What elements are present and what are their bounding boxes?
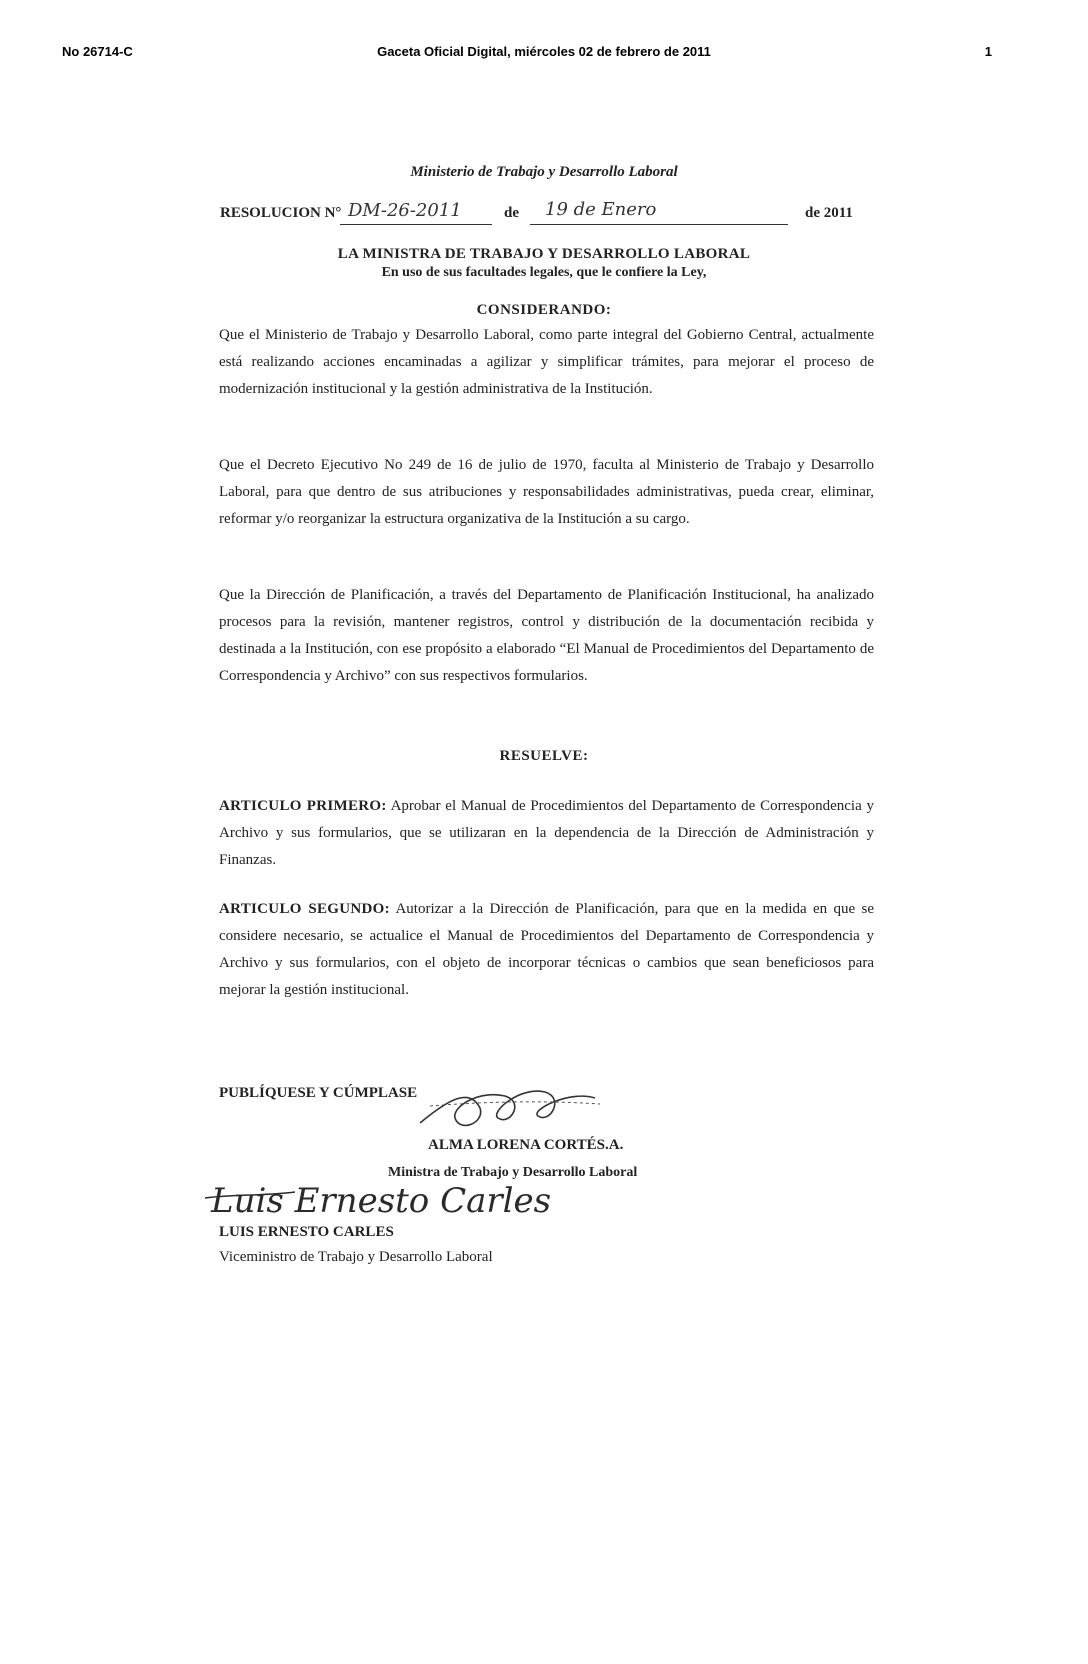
signoff-text: PUBLÍQUESE Y CÚMPLASE <box>219 1085 418 1101</box>
resolution-number: DM-26-2011 <box>348 200 462 221</box>
vice-signature-text: Luis Ernesto Carles <box>211 1181 552 1221</box>
authority-block <box>0 246 1088 281</box>
gazette-number: No 26714-C <box>62 44 133 59</box>
gazette-header <box>0 44 1088 68</box>
considerando-paragraph-3: Que la Dirección de Planificación, a través del Departamento de Planificación Institucional, ha analizado procesos para la revisión, mantener registros, control y distribución de la documentación recibida y destinada a la Institución, con ese propósito a elaborado “El Manual de Procedimientos del Departamento de Correspondencia y Archivo” con sus respectivos formularios. <box>219 587 874 684</box>
article-primero-text: Aprobar el Manual de Procedimientos del Departamento de Correspondencia y Archivo y sus formularios, que se utilizaran en la dependencia de la Dirección de Administración y Finanzas. <box>219 798 874 868</box>
vice-minister-title: Viceministro de Trabajo y Desarrollo Laboral <box>219 1249 493 1265</box>
resolution-prefix: RESOLUCION N° <box>220 205 342 221</box>
article-segundo-text: Autorizar a la Dirección de Planificación, para que en la medida en que se considere necesario, se actualice el Manual de Procedimientos del Departamento de Correspondencia y Archivo y sus formularios, con el objeto de incorporar técnicas o cambios que sean beneficiosos para mejorar la gestión institucional. <box>219 901 874 998</box>
resolution-date-line <box>530 224 788 225</box>
resolution-number-line <box>340 224 492 225</box>
resolution-date: 19 de Enero <box>545 199 657 220</box>
article-segundo <box>219 896 874 1004</box>
gazette-title: Gaceta Oficial Digital, miércoles 02 de febrero de 2011 <box>377 44 711 59</box>
resolution-year: de 2011 <box>805 205 853 221</box>
vice-signature-image <box>205 1172 552 1230</box>
minister-signature <box>410 1078 610 1140</box>
minister-name: ALMA LORENA CORTÉS.A. <box>428 1137 624 1153</box>
minister-title: Ministra de Trabajo y Desarrollo Laboral <box>388 1165 638 1180</box>
page-number: 1 <box>984 44 992 59</box>
article-primero <box>219 793 874 874</box>
considerando-paragraph-2: Que el Decreto Ejecutivo No 249 de 16 de julio de 1970, faculta al Ministerio de Trabajo y Desarrollo Laboral, para que dentro de sus atribuciones y responsabilidades administrativas, pueda crear, eliminar, reformar y/o reorganizar la estructura organizativa de la Institución a su cargo. <box>219 457 874 527</box>
resolution-de: de <box>504 205 519 221</box>
authority-title: LA MINISTRA DE TRABAJO Y DESARROLLO LABORAL <box>337 246 751 262</box>
resuelve-heading: RESUELVE: <box>499 748 589 764</box>
vice-minister-name: LUIS ERNESTO CARLES <box>219 1224 394 1240</box>
considerando-paragraph-1: Que el Ministerio de Trabajo y Desarrollo Laboral, como parte integral del Gobierno Central, actualmente está realizando acciones encaminadas a agilizar y simplificar trámites, para mejorar el proceso de modernización institucional y la gestión administrativa de la Institución. <box>219 327 874 397</box>
authority-subtitle: En uso de sus facultades legales, que le confiere la Ley, <box>381 265 707 280</box>
considerando-heading: CONSIDERANDO: <box>476 302 612 318</box>
article-primero-label: ARTICULO PRIMERO: <box>219 798 387 814</box>
ministry-name: Ministerio de Trabajo y Desarrollo Laboral <box>410 164 678 180</box>
article-segundo-label: ARTICULO SEGUNDO: <box>219 901 390 917</box>
resolution-line <box>220 199 880 233</box>
